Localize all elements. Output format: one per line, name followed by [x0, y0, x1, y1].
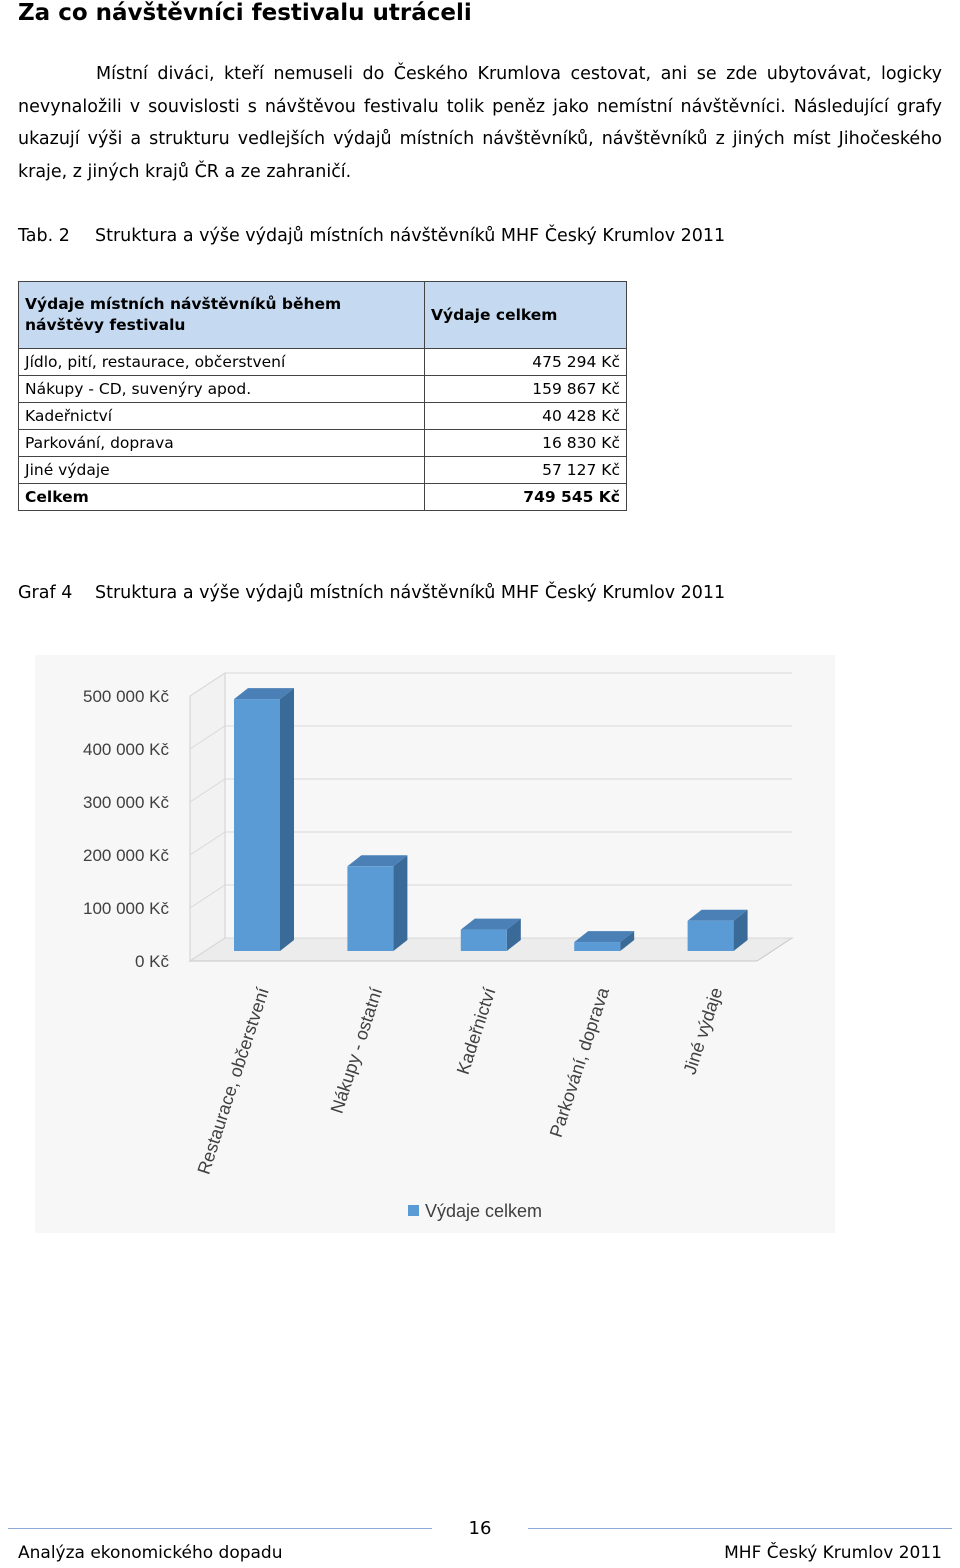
table-cell-amount: 40 428 Kč [425, 403, 627, 430]
table-row [19, 349, 627, 376]
table-cell-category: Jídlo, pití, restaurace, občerstvení [19, 349, 425, 376]
table-row [19, 376, 627, 403]
y-tick-label: 100 000 Kč [82, 899, 169, 918]
chart-area [35, 655, 835, 1233]
y-tick-label: 200 000 Kč [82, 846, 169, 865]
table-total-label: Celkem [19, 484, 425, 511]
section-heading: Za co návštěvníci festivalu utráceli [18, 0, 472, 26]
table-cell-amount: 16 830 Kč [425, 430, 627, 457]
table-caption-text: Struktura a výše výdajů místních návštěvníků MHF Český Krumlov 2011 [95, 226, 726, 246]
bar-side [280, 688, 294, 951]
legend-label: Výdaje celkem [425, 1201, 543, 1221]
table-caption-number: Tab. 2 [18, 226, 70, 246]
chart-side-wall [190, 673, 225, 961]
table-header-total: Výdaje celkem [425, 282, 627, 349]
table-caption [18, 226, 725, 246]
chart-caption-text: Struktura a výše výdajů místních návštěvníků MHF Český Krumlov 2011 [95, 583, 726, 603]
table-row [19, 430, 627, 457]
chart-caption-number: Graf 4 [18, 583, 73, 603]
x-category-label: Restaurace, občerstvení [193, 985, 273, 1177]
intro-paragraph [18, 58, 942, 188]
bar-side [393, 855, 407, 951]
table-cell-amount: 475 294 Kč [425, 349, 627, 376]
table-cell-category: Parkování, doprava [19, 430, 425, 457]
x-category-label: Parkování, doprava [545, 985, 614, 1140]
table-cell-category: Nákupy - CD, suvenýry apod. [19, 376, 425, 403]
expense-table [18, 281, 627, 511]
y-tick-label: 0 Kč [134, 952, 169, 971]
table-header-category: Výdaje místních návštěvníků během návštěvy festivalu [19, 282, 425, 349]
table-row [19, 457, 627, 484]
table-cell-amount: 159 867 Kč [425, 376, 627, 403]
table-cell-amount: 57 127 Kč [425, 457, 627, 484]
y-tick-label: 400 000 Kč [82, 740, 169, 759]
footer-right-text: MHF Český Krumlov 2011 [724, 1543, 942, 1563]
table-total-row [19, 484, 627, 511]
bar [461, 930, 507, 951]
bar [688, 921, 734, 951]
paragraph-second-sentence: Následující grafy ukazují výši a strukturu vedlejších výdajů místních návštěvníků, návštěvníků z jiných míst Jihočeského kraje, z jiných krajů ČR a ze zahraničí. [18, 96, 942, 182]
page-number: 16 [468, 1518, 492, 1539]
bar [234, 699, 280, 951]
y-tick-label: 300 000 Kč [82, 793, 169, 812]
legend-swatch [408, 1205, 419, 1216]
table-cell-category: Kadeřnictví [19, 403, 425, 430]
chart-caption [18, 583, 725, 603]
table-total-amount: 749 545 Kč [425, 484, 627, 511]
bar [574, 942, 620, 951]
x-category-label: Nákupy - ostatní [326, 985, 387, 1116]
paragraph-first-sentence: Místní diváci, kteří nemuseli do Českého Krumlova cestovat, ani se zde ubytovávat, logicky nevynaložili v souvislosti s návštěvou festivalu tolik peněz jako nemístní návštěvníci. [18, 64, 942, 117]
bar [347, 866, 393, 951]
footer-left-text: Analýza ekonomického dopadu [18, 1543, 283, 1563]
x-category-label: Kadeřnictví [452, 985, 500, 1077]
bar-chart [35, 655, 835, 1233]
table-cell-category: Jiné výdaje [19, 457, 425, 484]
table-row [19, 403, 627, 430]
table-header-row [19, 282, 627, 349]
y-tick-label: 500 000 Kč [82, 687, 169, 706]
x-category-label: Jiné výdaje [679, 985, 727, 1077]
